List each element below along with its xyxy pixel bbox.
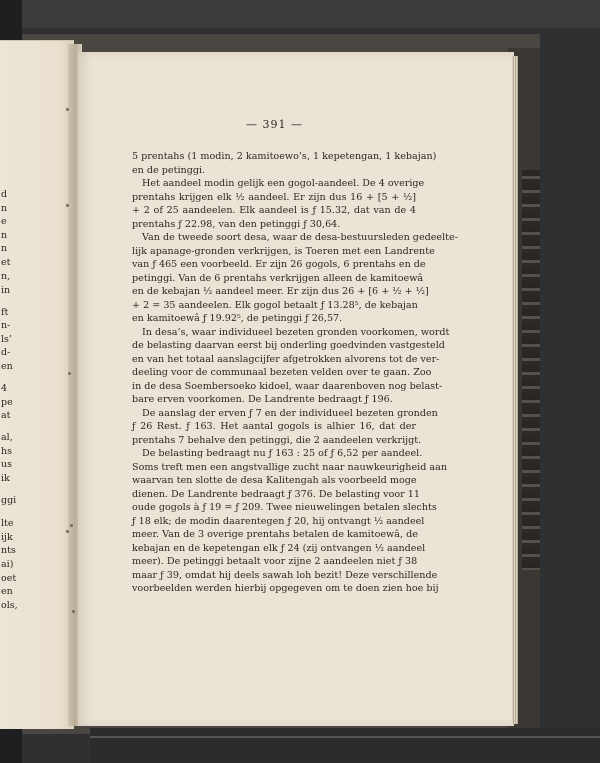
left-page-fragment: ft: [1, 307, 9, 318]
text-line: en de kebajan ½ aandeel meer. Er zijn dus 26 + [6 + ½ + ½]: [132, 286, 429, 297]
text-line: petinggi. Van de 6 prentahs verkrijgen alleen de kamitoewâ: [132, 272, 424, 284]
left-page-fragment: ijk: [1, 532, 13, 543]
text-line: en van het totaal aanslagcijfer afgetrokken alvorens tot de ver-: [132, 353, 440, 365]
left-page-fragment: ls’: [1, 334, 12, 345]
text-line: dienen. De Landrente bedraagt ƒ 376. De belasting voor 11: [132, 488, 420, 500]
text-line: In desa’s, waar individueel bezeten gronden voorkomen, wordt: [142, 326, 450, 338]
binding-hole: [66, 530, 69, 533]
left-page-fragment: n: [1, 230, 8, 241]
text-line: de belasting daarvan eerst bij onderling goedvinden vastgesteld: [132, 340, 445, 351]
left-page-fragment: ols,: [1, 600, 18, 611]
text-line: waarvan ten slotte de desa Kalitengah als voorbeeld moge: [132, 475, 417, 486]
text-line: lijk apanage-gronden verkrijgen, is Toeren met een Landrente: [132, 245, 435, 257]
left-page-fragment: at: [1, 410, 11, 421]
left-page-fragment: d: [1, 189, 8, 200]
scanner-bottom-board: [90, 728, 600, 763]
text-line: meer). De petinggi betaalt voor zijne 2 aandeelen niet ƒ 38: [132, 556, 418, 567]
book-spine-edge: [522, 170, 540, 570]
text-line: deeling voor de communaal bezeten velden over te gaan. Zoo: [132, 367, 432, 378]
text-line: in de desa Soembersoeko kidoel, waar daarenboven nog belast-: [132, 380, 443, 392]
text-line: + 2 = 35 aandeelen. Elk gogol betaalt ƒ 13.28⁵, de kebajan: [132, 299, 418, 311]
left-page-fragment: n,: [1, 271, 11, 282]
text-line: De belasting bedraagt nu ƒ 163 : 25 of ƒ 6,52 per aandeel.: [142, 448, 423, 459]
left-page-fragment: us: [1, 459, 12, 470]
left-page: [0, 40, 74, 729]
left-page-fragment: ai): [1, 559, 14, 570]
left-page-fragment: n: [1, 203, 8, 214]
left-page-fragment: ik: [1, 473, 10, 484]
left-page-fragment: n-: [1, 320, 11, 331]
left-page-fragment: en: [1, 361, 13, 372]
left-page-fragment: e: [1, 216, 7, 227]
text-line: prentahs 7 behalve den petinggi, die 2 aandeelen verkrijgt.: [132, 434, 422, 446]
binding-hole: [72, 610, 75, 613]
left-page-fragment: et: [1, 257, 11, 268]
text-line: voorbeelden werden hierbij opgegeven om te doen zien hoe bij: [132, 583, 439, 594]
text-line: en de petinggi.: [132, 164, 206, 176]
binding-hole: [66, 108, 69, 111]
left-page-fragment: pe: [1, 397, 13, 408]
text-line: meer. Van de 3 overige prentahs betalen de kamitoewâ, de: [132, 529, 418, 540]
left-page-fragment: en: [1, 586, 13, 597]
scanner-top-bar: [0, 0, 600, 28]
text-line: prentahs ƒ 22.98, van den petinggi ƒ 30,64.: [132, 218, 341, 230]
text-line: Soms treft men een angstvallige zucht naar nauwkeurigheid aan: [132, 461, 448, 473]
text-line: De aanslag der erven ƒ 7 en der individueel bezeten gronden: [142, 407, 438, 419]
text-line: kebajan en de kepetengan elk ƒ 24 (zij ontvangen ½ aandeel: [132, 542, 426, 554]
left-page-fragment: al,: [1, 432, 13, 443]
page-body-text: [132, 150, 458, 596]
left-page-fragment: lte: [1, 518, 14, 529]
text-line: oude gogols à ƒ 19 = ƒ 209. Twee nieuwelingen betalen slechts: [132, 502, 437, 513]
text-line: + 2 of 25 aandeelen. Elk aandeel is ƒ 15.32, dat van de 4: [132, 205, 416, 216]
text-line: maar ƒ 39, omdat hij deels sawah loh bezit! Deze verschillende: [132, 569, 438, 581]
page-stack-edge: [512, 56, 518, 724]
left-page-fragment: oet: [1, 573, 17, 584]
text-line: ƒ 18 elk; de modin daarentegen ƒ 20, hij ontvangt ½ aandeel: [132, 515, 425, 527]
left-page-fragment: d-: [1, 347, 11, 358]
text-line: Het aandeel modin gelijk een gogol-aandeel. De 4 overige: [142, 178, 425, 189]
page-number: — 391 —: [246, 118, 303, 131]
text-line: Van de tweede soort desa, waar de desa-bestuursleden gedeelte-: [142, 232, 458, 243]
text-line: 5 prentahs (1 modin, 2 kamitoewo’s, 1 kepetengan, 1 kebajan): [132, 151, 437, 162]
text-line: en kamitoewâ ƒ 19.92⁵, de petinggi ƒ 26,57.: [132, 313, 343, 324]
left-page-fragment: hs: [1, 446, 12, 457]
left-page-fragment: in: [1, 285, 11, 296]
binding-hole: [66, 204, 69, 207]
left-page-fragment: ggi: [1, 495, 17, 506]
left-page-fragment: 4: [1, 383, 8, 394]
binding-hole: [68, 372, 71, 375]
left-page-fragment: nts: [1, 545, 16, 556]
left-page-fragment: n: [1, 243, 8, 254]
text-line: ƒ 26 Rest. ƒ 163. Het aantal gogols is alhier 16, dat der: [132, 421, 416, 432]
binding-hole: [70, 524, 73, 527]
text-line: van ƒ 465 een voorbeeld. Er zijn 26 gogols, 6 prentahs en de: [132, 259, 426, 270]
text-line: prentahs krijgen elk ½ aandeel. Er zijn dus 16 + [5 + ½]: [132, 191, 416, 203]
text-line: bare erven voorkomen. De Landrente bedraagt ƒ 196.: [132, 394, 393, 405]
